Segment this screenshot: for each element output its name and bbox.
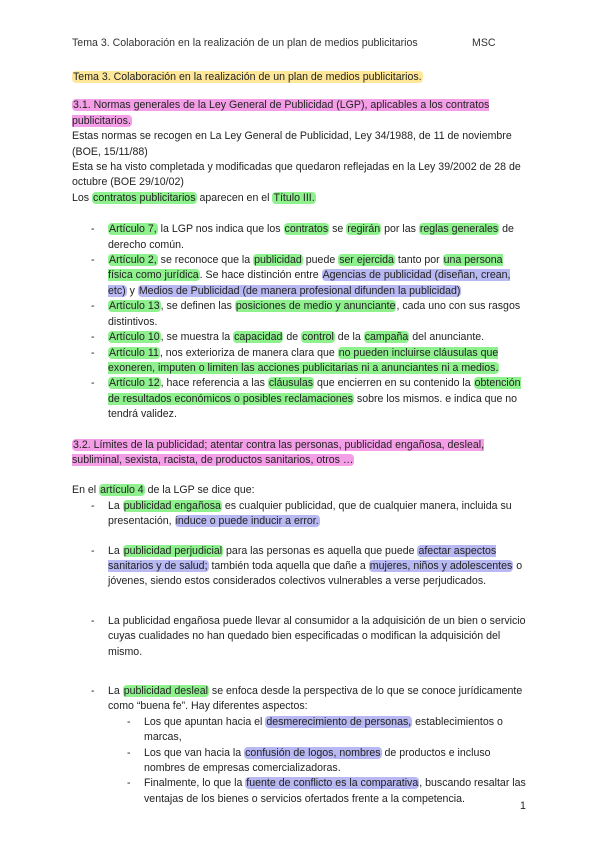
paragraph: Los contratos publicitarios aparecen en el Título III. [72,191,315,204]
header-title: Tema 3. Colaboración en la realización de un plan de medios publicitarios [72,37,418,49]
list-item: - La publicidad perjudicial para las personas es aquella que puede afectar aspectos sanitarios y de salud; también toda aquella que dañe a mujeres, niños y adolescentes o jóvenes, siendo estos considerados colectivos vulnerables a verse perjudicados. [72,544,528,590]
document-body [72,70,528,807]
sub-list [108,715,528,807]
list-item: - Artículo 11, nos exterioriza de manera clara que no pueden incluirse cláusulas que exoneren, imputen o limiten las acciones publicitarias ni a anunciantes ni a medios. [72,346,528,377]
articles-list [72,222,528,422]
list-item: - La publicidad engañosa es cualquier publicidad, que de cualquier manera, incluida su presentación, induce o puede inducir a error. [72,499,528,530]
section-3-1-heading: 3.1. Normas generales de la Ley General de Publicidad (LGP), aplicables a los contratos publicitarios. [72,99,490,127]
sub-list-item: - Los que van hacia la confusión de logos, nombres de productos e incluso nombres de empresas comercializadoras. [108,746,528,777]
paragraph: Esta se ha visto completada y modificadas que quedaron reflejadas en la Ley 39/2002 de 28 de octubre (BOE 29/10/02) [72,161,521,189]
list-item: - Artículo 10, se muestra la capacidad de control de la campaña del anunciante. [72,330,528,345]
header-author: MSC [472,37,496,49]
limits-list [72,544,528,590]
list-item: - Artículo 7, la LGP nos indica que los contratos se regirán por las reglas generales de derecho común. [72,222,528,253]
paragraph: En el artículo 4 de la LGP se dice que: [72,484,255,497]
limits-list [72,499,528,530]
list-item: - Artículo 12, hace referencia a las cláusulas que encierren en su contenido la obtención de resultados económicos o posibles reclamaciones sobre los mismos. e indica que no tendrá validez. [72,376,528,422]
list-item: - Artículo 13, se definen las posiciones de medio y anunciante, cada uno con sus rasgos distintivos. [72,299,528,330]
list-item: - Artículo 2, se reconoce que la publicidad puede ser ejercida tanto por una persona física como jurídica. Se hace distinción entre Agencias de publicidad (diseñan, crean, etc) y Medios de Publicidad (de manera profesional difunden la publicidad) [72,253,528,299]
doc-title: Tema 3. Colaboración en la realización de un plan de medios publicitarios. [73,71,422,83]
section-3-2-heading: 3.2. Límites de la publicidad; atentar contra las personas, publicidad engañosa, desleal, subliminal, sexista, racista, de productos sanitarios, otros … [72,438,485,466]
list-item: - La publicidad desleal se enfoca desde la perspectiva de lo que se conoce jurídicamente como “buena fe”. Hay diferentes aspectos: - Los que apuntan hacia el desmerecimiento de personas, establecimientos o marcas, - Los que van hacia la confusión de logos, nombres de productos e incluso nombres de empresas comercializadoras. - Finalmente, lo que la fuente de conflicto es la comparativa, buscando resaltar las ventajas de los bienes o servicios ofertados frente a la competencia. [72,684,528,807]
list-item: - La publicidad engañosa puede llevar al consumidor a la adquisición de un bien o servicio cuyas cualidades no han quedado bien especificadas o modifican la adquisición del mismo. [72,614,528,660]
sub-list-item: - Los que apuntan hacia el desmerecimiento de personas, establecimientos o marcas, [108,715,528,746]
page-header [72,37,532,49]
paragraph: Estas normas se recogen en La Ley General de Publicidad, Ley 34/1988, de 11 de noviembre (BOE, 15/11/88) [72,130,512,158]
page-number: 1 [520,800,526,812]
limits-list [72,684,528,807]
limits-list [72,614,528,660]
sub-list-item: - Finalmente, lo que la fuente de conflicto es la comparativa, buscando resaltar las ventajas de los bienes o servicios ofertados frente a la competencia. [108,776,528,807]
